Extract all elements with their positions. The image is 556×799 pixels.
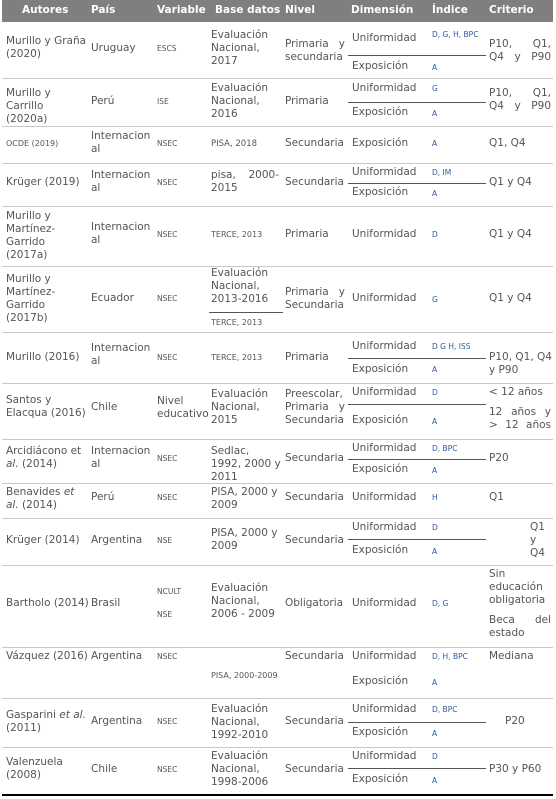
cell-base: Evaluación Nacional, 2016 [211,82,269,120]
cell-nivel: Primaria [285,95,329,107]
cell-base-2-text: TERCE, 2013 [211,318,263,327]
cell-indice-1: D [432,230,438,239]
cell-base [211,351,262,364]
cell-criterio: Q1 y Q4 [489,228,532,240]
cell-pais: Perú [91,491,115,503]
cell-dim-1: Uniformidad [352,82,417,94]
cell-variable: NSEC [157,652,178,661]
cell-variable: NSEC [157,493,178,502]
cell-indice-1: D, BPC [432,705,458,714]
cell-criterio: Q1 y Q4 [489,176,532,188]
cell-dim-1: Uniformidad [352,442,417,454]
cell-dim-1: Uniformidad [352,597,417,609]
cell-indice-2: A [432,466,438,475]
cell-variable: NSEC [157,139,178,148]
table-row [2,164,553,207]
cell-base [211,669,281,682]
cell-indice-2: A [432,547,438,556]
table-row [2,333,553,384]
cell-dim-1: Uniformidad [352,491,417,503]
cell-base-1: Evaluación Nacional, 2013-2016 [211,267,269,305]
cell-dim-1: Uniformidad [352,521,417,533]
cell-variable: ESCS [157,44,177,53]
cell-autores: Valenzuela (2008) [6,756,63,781]
cell-dim-1: Uniformidad [352,32,417,44]
dim-divider [348,539,486,540]
cell-base: PISA, 2000 y 2009 [211,527,278,552]
cell-indice-1: D G H, ISS [432,342,471,351]
cell-pais: Internacional [91,221,151,246]
cell-variable: NSEC [157,294,178,303]
cell-variable: ISE [157,97,169,106]
cell-indice-2: A [432,776,438,785]
cell-dim-2: Exposición [352,186,409,198]
header-base-datos: Base datos [215,4,281,16]
cell-criterio: Q1 [489,491,504,503]
cell-pais: Argentina [91,534,143,546]
header-nivel: Nivel [285,4,315,16]
cell-base: Evaluación Nacional, 2017 [211,29,269,67]
cell-nivel: Preescolar, Primaria y Secundaria [285,388,345,426]
cell-autores: Krüger (2019) [6,176,80,188]
cell-autores-text: OCDE (2019) [6,139,59,148]
table-header [2,0,553,22]
cell-base [211,228,262,241]
cell-autores-year: (2014) [22,499,57,511]
table-row [2,484,553,519]
cell-variable: NSEC [157,717,178,726]
cell-indice-1: D [432,388,438,397]
cell-criterio-1: < 12 años [489,386,543,398]
cell-autores-name: Benavides [6,486,61,498]
cell-pais: Brasil [91,597,121,609]
cell-indice-1: G [432,84,438,93]
header-pais: País [91,4,116,16]
cell-dim-1: Uniformidad [352,750,417,762]
cell-variable: Nivel educativo [157,395,209,420]
cell-pais: Argentina [91,650,143,662]
cell-criterio-2: Beca del estado [489,614,551,639]
table-row [2,648,553,699]
cell-variable: NSEC [157,454,178,463]
cell-base: Evaluación Nacional, 1998-2006 [211,750,269,788]
cell-base: PISA, 2000 y 2009 [211,486,278,511]
cell-criterio: Q1, Q4 [489,137,526,149]
cell-autores [6,445,88,471]
cell-variable: NSEC [157,230,178,239]
cell-base: Evaluación Nacional, 1992-2010 [211,703,269,741]
cell-dim-2: Exposición [352,60,409,72]
table-row [2,519,553,566]
table-row [2,267,553,333]
cell-nivel: Secundaria [285,763,344,775]
cell-autores-name: Arcidiácono et [6,445,82,457]
table-row [2,699,553,748]
cell-indice-2: A [432,729,438,738]
cell-indice-1: D [432,523,438,532]
cell-criterio: P20 [489,452,509,464]
cell-autores-year: (2011) [6,722,41,734]
cell-base: Evaluación Nacional, 2015 [211,388,269,426]
cell-base-text: PISA, 2000-2009 [211,671,278,680]
cell-pais: Internacional [91,130,151,155]
cell-indice-1: D, G [432,599,449,608]
cell-indice-2: A [432,678,438,687]
cell-indice-1: D, IM [432,168,452,177]
cell-autores [6,486,88,512]
table-row [2,127,553,164]
cell-pais: Internacional [91,342,151,367]
cell-criterio: P10, Q1, Q4 y P90 [489,38,551,63]
dim-divider [348,358,486,359]
dim-divider [348,768,486,769]
cell-indice-2: A [432,189,438,198]
cell-criterio-1: Sin educación obligatoria [489,568,546,606]
dim-divider [348,404,486,405]
cell-autores [6,137,58,150]
cell-autores-year: (2014) [22,458,57,470]
cell-criterio: P20 [505,715,525,727]
cell-dim-2: Exposición [352,773,409,785]
cell-criterio: Mediana [489,650,534,662]
cell-autores: Santos y Elacqua (2016) [6,394,86,419]
cell-pais: Perú [91,95,115,107]
cell-nivel: Secundaria [285,176,344,188]
cell-pais: Chile [91,763,118,775]
cell-autores: Bartholo (2014) [6,597,89,609]
header-indice: Índice [432,4,468,16]
cell-nivel: Obligatoria [285,597,344,609]
cell-dim-1: Exposición [352,137,409,149]
cell-criterio-2: 12 años y > 12 años [489,406,551,431]
dim-divider [348,722,486,723]
cell-dim-1: Uniformidad [352,292,417,304]
cell-pais: Chile [91,401,118,413]
cell-base: Sedlac, 1992, 2000 y 2011 [211,445,281,483]
cell-criterio: Q1 y Q4 [489,292,532,304]
cell-dim-1: Uniformidad [352,228,417,240]
cell-dim-1: Uniformidad [352,166,417,178]
cell-pais: Internacional [91,169,151,194]
cell-variable: NSE [157,536,173,545]
cell-dim-2: Exposición [352,106,409,118]
dim-divider [348,102,486,103]
cell-base: pisa, 2000-2015 [211,169,279,194]
cell-autores: Krüger (2014) [6,534,80,546]
cell-dim-2: Exposición [352,363,409,375]
header-criterio: Criterio [489,4,534,16]
header-dimension: Dimensión [351,4,414,16]
cell-variable-1: NCULT [157,587,182,596]
cell-indice-2: A [432,417,438,426]
cell-indice-1: D, H, BPC [432,652,468,661]
cell-autores: Murillo y Carrillo (2020a) [6,87,51,125]
cell-dim-2: Exposición [352,544,409,556]
cell-dim-2: Exposición [352,726,409,738]
cell-nivel: Secundaria [285,534,344,546]
table-row [2,384,553,440]
cell-pais: Ecuador [91,292,134,304]
cell-autores-name: Gasparini [6,709,56,721]
cell-dim-2: Exposición [352,414,409,426]
cell-dim-1: Uniformidad [352,703,417,715]
cell-dim-2: Exposición [352,463,409,475]
cell-indice-1: H [432,493,438,502]
cell-indice-1: A [432,139,438,148]
cell-autores: Murillo y Martínez-Garrido (2017b) [6,273,56,324]
cell-autores: Murillo y Graña (2020) [6,35,87,60]
base-divider [209,312,283,313]
cell-base-text: TERCE, 2013 [211,353,263,362]
cell-dim-1: Uniformidad [352,340,417,352]
table-row [2,79,553,127]
cell-pais: Uruguay [91,42,136,54]
cell-autores: Vázquez (2016) [6,650,88,662]
table-row [2,207,553,267]
cell-autores-etal: et al. [6,486,75,511]
cell-nivel: Secundaria [285,137,344,149]
cell-autores: Murillo y Martínez-Garrido (2017a) [6,210,56,261]
cell-criterio: P10, Q1, Q4 y P90 [489,351,552,376]
dim-divider [348,459,486,460]
cell-nivel: Primaria y Secundaria [285,286,345,311]
table-row [2,440,553,484]
cell-variable: NSEC [157,178,178,187]
cell-base: PISA, 2018 [211,139,258,149]
cell-variable: NSEC [157,353,178,362]
cell-indice-1: D, BPC [432,444,458,453]
cell-autores-etal: al. [6,458,19,470]
cell-criterio: P30 y P60 [489,763,542,775]
table-row [2,566,553,648]
cell-indice-1: G [432,295,438,304]
cell-dim-1: Uniformidad [352,650,417,662]
cell-base-2 [211,316,262,329]
cell-dim-2: Exposición [352,675,409,687]
dim-divider [348,55,486,56]
cell-nivel: Primaria [285,228,329,240]
cell-nivel: Secundaria [285,715,344,727]
cell-base: Evaluación Nacional, 2006 - 2009 [211,582,275,620]
cell-nivel: Secundaria [285,491,344,503]
dim-divider [348,183,486,184]
cell-criterio: P10, Q1, Q4 y P90 [489,87,551,112]
table-row [2,748,553,796]
table-row [2,22,553,79]
cell-variable: NSEC [157,765,178,774]
header-autores: Autores [22,4,69,16]
cell-criterio: Q1 y Q4 [530,521,545,559]
cell-indice-1: D, G, H, BPC [432,30,479,39]
cell-indice-2: A [432,365,438,374]
cell-variable-2: NSE [157,610,173,619]
cell-indice-2: A [432,63,438,72]
header-variable: Variable [157,4,206,16]
cell-nivel: Primaria y secundaria [285,38,345,63]
cell-indice-1: D [432,752,438,761]
cell-nivel: Secundaria [285,452,344,464]
cell-nivel: Primaria [285,351,329,363]
cell-base-text: TERCE, 2013 [211,230,263,239]
cell-dim-1: Uniformidad [352,386,417,398]
cell-autores [6,709,86,735]
cell-pais: Internacional [91,445,151,470]
cell-autores-etal: et al. [59,709,86,721]
cell-nivel: Secundaria [285,650,344,662]
cell-autores: Murillo (2016) [6,351,80,363]
cell-pais: Argentina [91,715,143,727]
cell-indice-2: A [432,109,438,118]
